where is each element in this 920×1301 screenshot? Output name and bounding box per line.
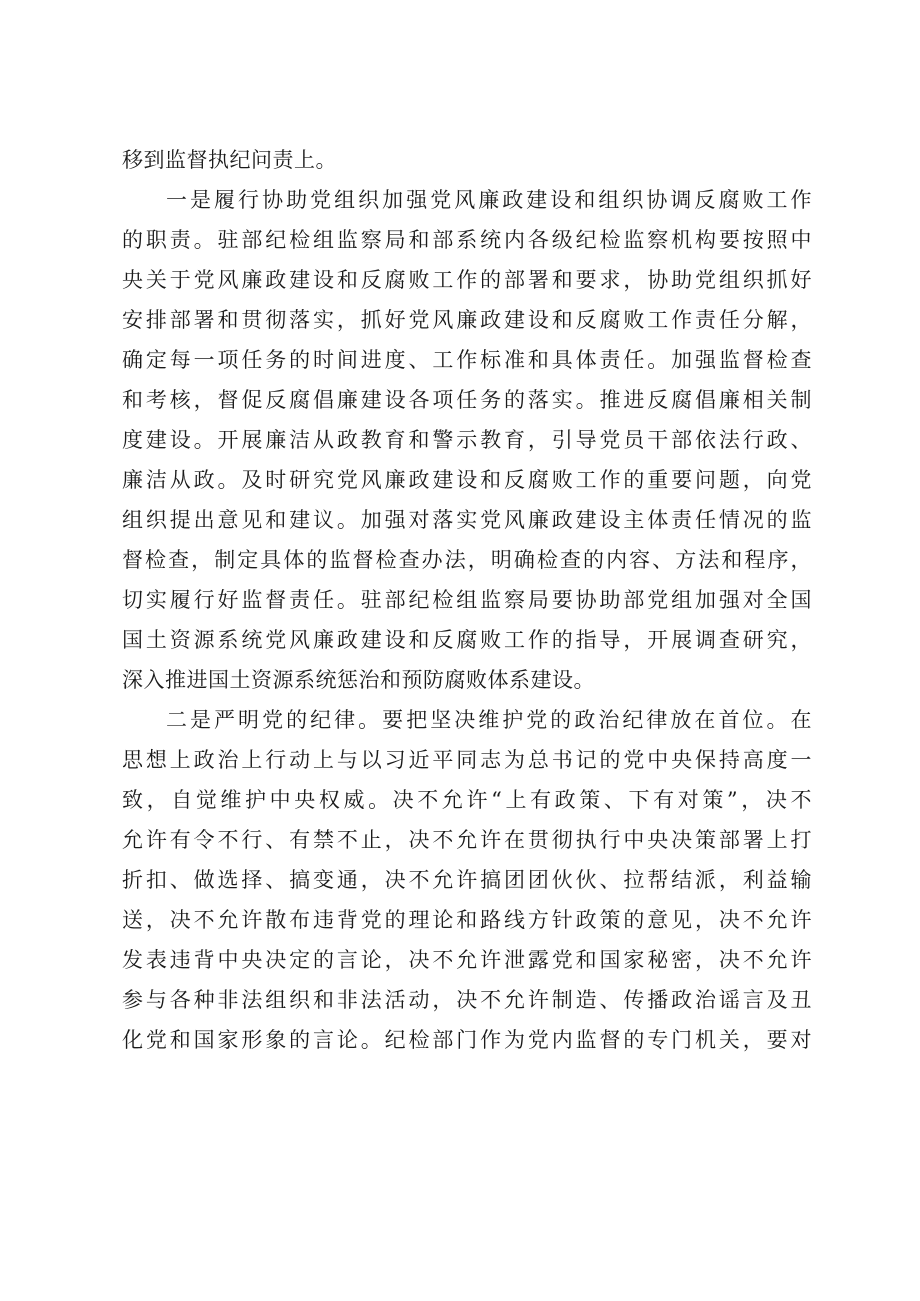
body-text <box>122 140 812 1060</box>
paragraph-line: 深入推进国土资源系统惩治和预防腐败体系建设。 <box>122 668 595 692</box>
paragraph-line: 折扣、做选择、搞变通，决不允许搞团团伙伙、拉帮结派，利益输 <box>122 868 812 892</box>
paragraph-first-line: 二是严明党的纪律。要把坚决维护党的政治纪律放在首位。在 <box>166 708 812 732</box>
paragraph-line: 督检查，制定具体的监督检查办法，明确检查的内容、方法和程序， <box>122 548 812 572</box>
paragraph-line: 国土资源系统党风廉政建设和反腐败工作的指导，开展调查研究， <box>122 628 812 652</box>
paragraph-line: 思想上政治上行动上与以习近平同志为总书记的党中央保持高度一 <box>122 748 812 772</box>
paragraph-first-line: 一是履行协助党组织加强党风廉政建设和组织协调反腐败工作 <box>166 188 812 212</box>
paragraph-line: 移到监督执纪问责上。 <box>122 148 337 172</box>
paragraph-line: 参与各种非法组织和非法活动，决不允许制造、传播政治谣言及丑 <box>122 988 812 1012</box>
paragraph-line: 组织提出意见和建议。加强对落实党风廉政建设主体责任情况的监 <box>122 508 812 532</box>
paragraph-line: 切实履行好监督责任。驻部纪检组监察局要协助部党组加强对全国 <box>122 588 812 612</box>
paragraph-line: 发表违背中央决定的言论，决不允许泄露党和国家秘密，决不允许 <box>122 948 812 972</box>
paragraph-line: 的职责。驻部纪检组监察局和部系统内各级纪检监察机构要按照中 <box>122 228 812 252</box>
paragraph-line: 化党和国家形象的言论。纪检部门作为党内监督的专门机关，要对 <box>122 1028 812 1052</box>
paragraph-line: 央关于党风廉政建设和反腐败工作的部署和要求，协助党组织抓好 <box>122 268 812 292</box>
paragraph-line: 度建设。开展廉洁从政教育和警示教育，引导党员干部依法行政、 <box>122 428 812 452</box>
paragraph-line: 廉洁从政。及时研究党风廉政建设和反腐败工作的重要问题，向党 <box>122 468 812 492</box>
paragraph-line: 确定每一项任务的时间进度、工作标准和具体责任。加强监督检查 <box>122 348 812 372</box>
paragraph-line: 安排部署和贯彻落实，抓好党风廉政建设和反腐败工作责任分解， <box>122 308 812 332</box>
paragraph-line: 送，决不允许散布违背党的理论和路线方针政策的意见，决不允许 <box>122 908 812 932</box>
paragraph-line: 致，自觉维护中央权威。决不允许“上有政策、下有对策”，决不 <box>122 788 812 812</box>
paragraph-line: 和考核，督促反腐倡廉建设各项任务的落实。推进反腐倡廉相关制 <box>122 388 812 412</box>
paragraph-line: 允许有令不行、有禁不止，决不允许在贯彻执行中央决策部署上打 <box>122 828 812 852</box>
